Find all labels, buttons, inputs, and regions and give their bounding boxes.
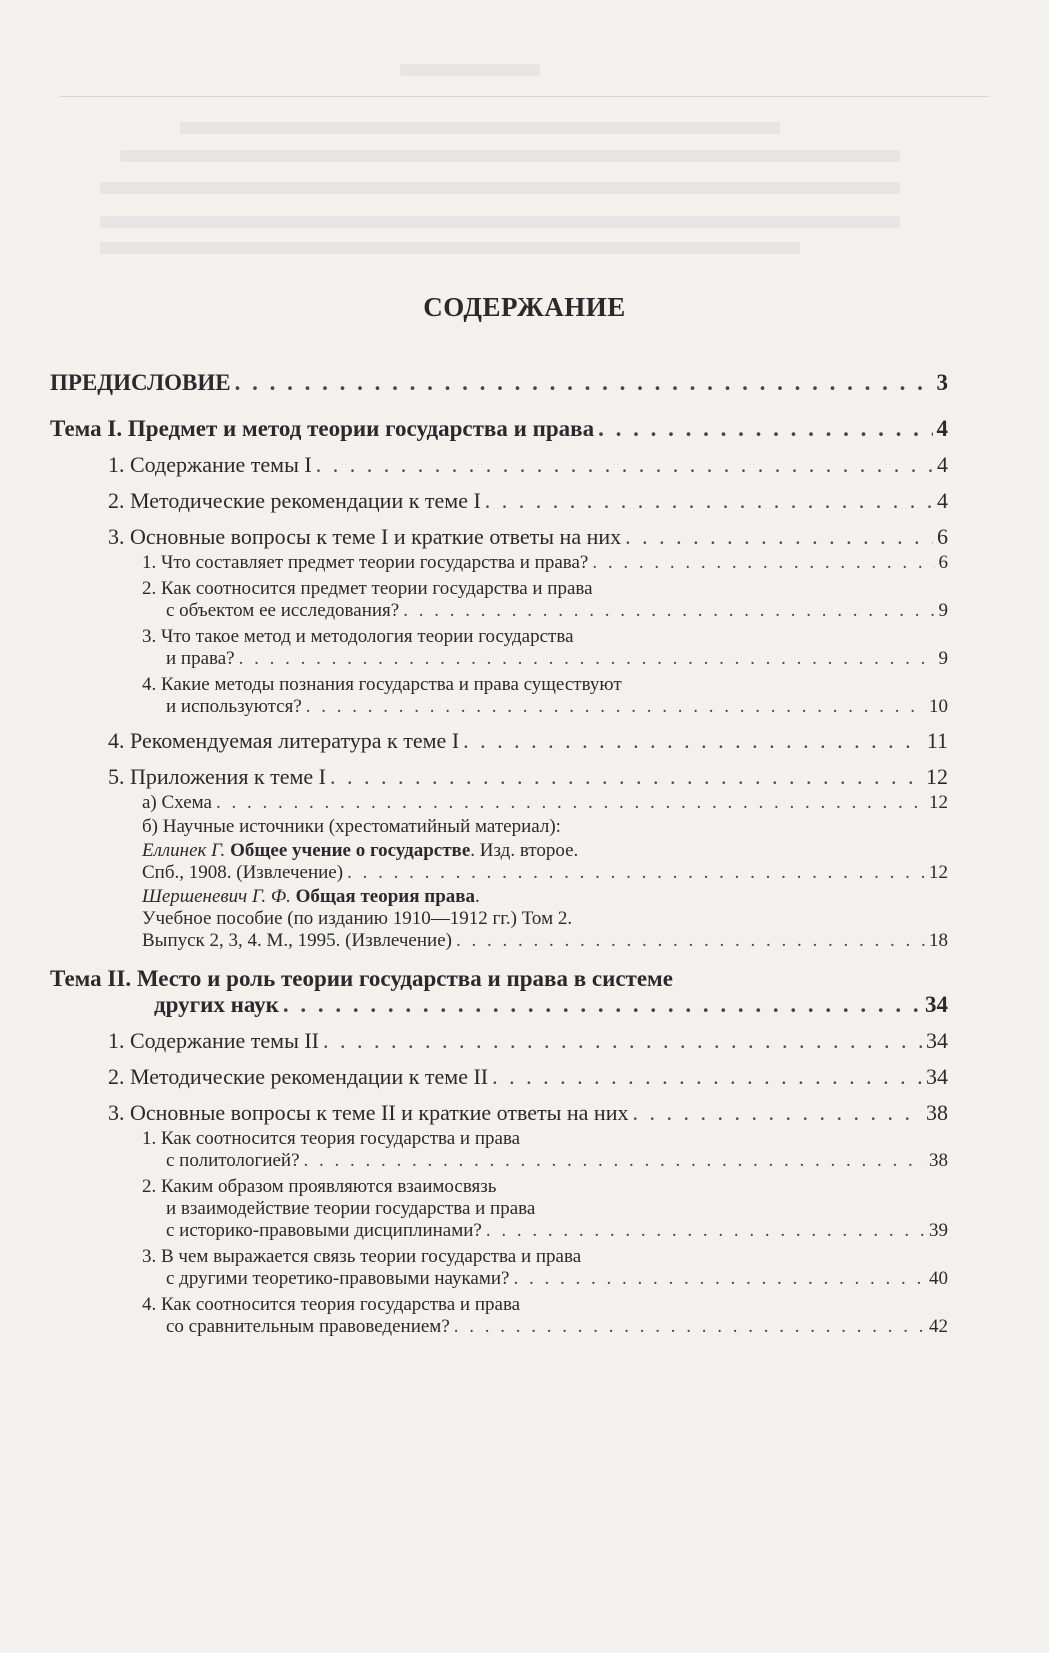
toc-entry-theme-1-section-1: 1. Содержание темы I . . . 4 — [50, 452, 948, 478]
toc-entry-theme-1-section-2: 2. Методические рекомендации к теме I . . . 4 — [50, 488, 948, 514]
toc-entry-question: 3. Что такое метод и методология теории государства и права? . . . 9 — [50, 626, 948, 670]
toc-entry-question: 3. В чем выражается связь теории государства и права с другими теоретико-правовыми науками? . . . 40 — [50, 1246, 948, 1290]
toc-entry-theme-2-section-1: 1. Содержание темы II . . . 34 — [50, 1028, 948, 1054]
toc-entry-theme-1-section-4: 4. Рекомендуемая литература к теме I . . . 11 — [50, 728, 948, 754]
show-through-text — [100, 182, 900, 194]
show-through-text — [120, 150, 900, 162]
page-title: СОДЕРЖАНИЕ — [423, 292, 626, 322]
toc-entry-source: Еллинек Г. Общее учение о государстве. Изд. второе. Спб., 1908. (Извлечение) . . . 12 — [50, 840, 948, 884]
toc-entry-theme-1: Тема I. Предмет и метод теории государства и права . . . 4 — [50, 416, 948, 442]
show-through-text — [100, 216, 900, 228]
toc-entry-question: 4. Как соотносится теория государства и права со сравнительным правоведением? . . . 42 — [50, 1294, 948, 1338]
show-through-text — [180, 122, 780, 134]
toc-entry-theme-2-section-3: 3. Основные вопросы к теме II и краткие ответы на них . . . 38 — [50, 1100, 948, 1126]
toc-entry-theme-1-section-3: 3. Основные вопросы к теме I и краткие ответы на них . . . 6 — [50, 524, 948, 550]
toc-entry-theme-2: Тема II. Место и роль теории государства и права в системе других наук . . . 34 — [50, 966, 948, 1018]
toc-entry-source: Шершеневич Г. Ф. Общая теория права. Учебное пособие (по изданию 1910—1912 гг.) Том 2. Выпуск 2, 3, 4. М., 1995. (Извлечение) . . . 18 — [50, 886, 948, 952]
toc-entry-theme-1-section-5: 5. Приложения к теме I . . . 12 — [50, 764, 948, 790]
show-through-text — [100, 242, 800, 254]
toc-entry-question: 4. Какие методы познания государства и права существуют и используются? . . . 10 — [50, 674, 948, 718]
toc-entry-appendix: б) Научные источники (хрестоматийный материал): — [142, 816, 561, 837]
table-of-contents — [50, 370, 948, 1338]
show-through-text — [400, 64, 540, 76]
toc-entry-question: 2. Каким образом проявляются взаимосвязь и взаимодействие теории государства и права с историко-правовыми дисциплинами? . . . 39 — [50, 1176, 948, 1242]
toc-entry-question: 1. Как соотносится теория государства и права с политологией? . . . 38 — [50, 1128, 948, 1172]
toc-entry-question: 1. Что составляет предмет теории государства и права? . . . 6 — [50, 552, 948, 574]
toc-entry-question: 2. Как соотносится предмет теории государства и права с объектом ее исследования? . . . 9 — [50, 578, 948, 622]
toc-entry-theme-2-section-2: 2. Методические рекомендации к теме II . . . 34 — [50, 1064, 948, 1090]
toc-entry-preface: ПРЕДИСЛОВИЕ . . . 3 — [50, 370, 948, 396]
show-through-rule — [60, 96, 989, 97]
toc-entry-appendix: а) Схема . . . 12 — [50, 792, 948, 814]
